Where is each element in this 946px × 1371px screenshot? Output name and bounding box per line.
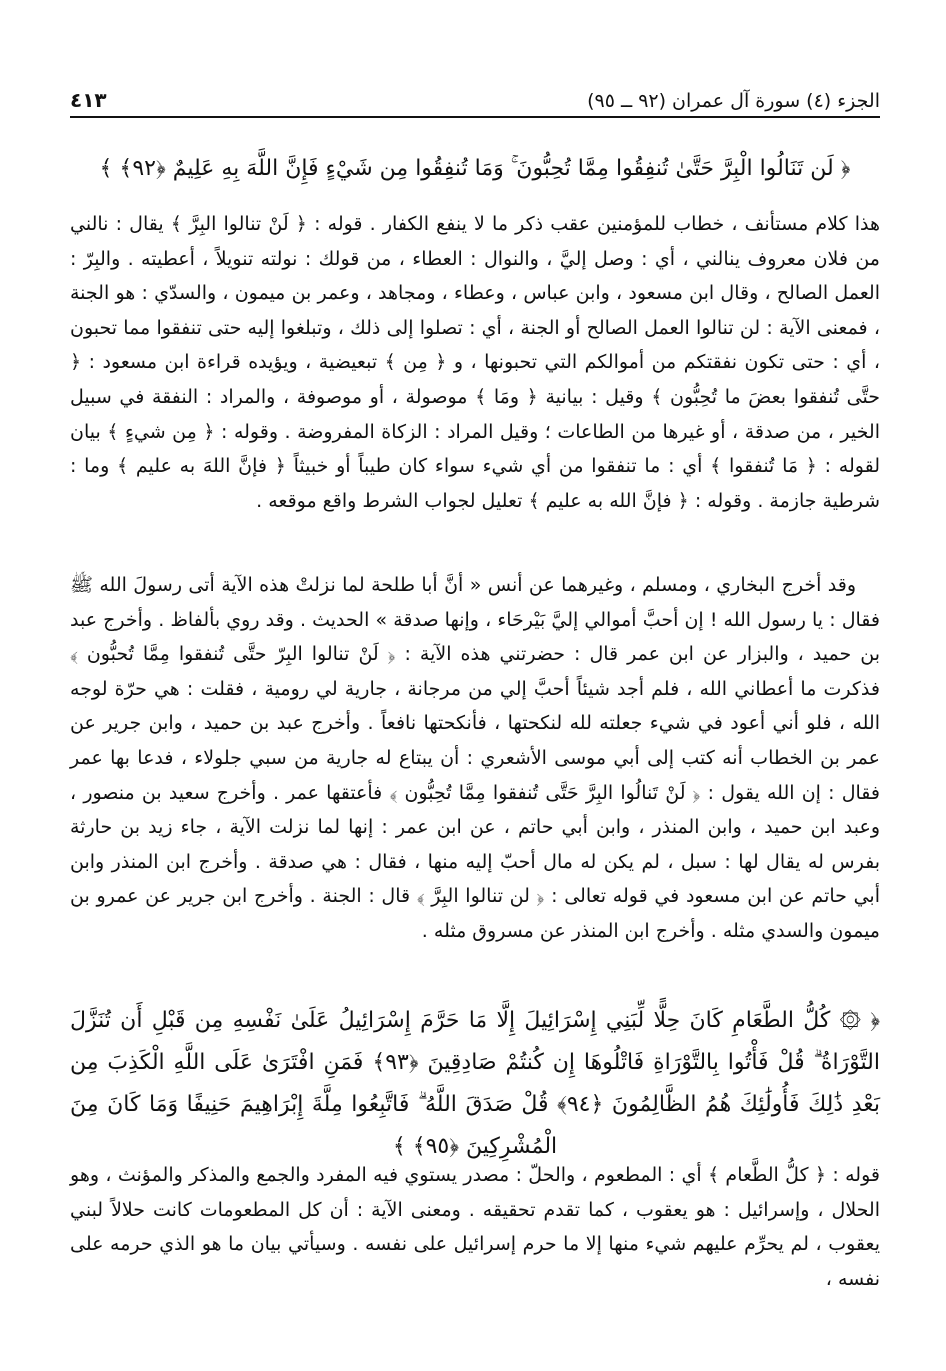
commentary-text: قوله : ﴿ كلُّ الطَّعام ﴾ أي : المطعوم ، والحلّ : مصدر يستوي فيه المفرد والجمع والمذكر والمؤنث ، وهو الحلال ، وإسرائيل : هو يعقوب ، كما تقدم تحقيقه . ومعنى الآية : أن كل المطعومات كانت حلالاً لبني يعقوب ، لم يحرِّم عليهم شيء منها إلا ما حرم إسرائيل على نفسه . وسيأتي بيان ما هو الذي حرمه على نفسه ،: [70, 1164, 880, 1290]
page-header: [70, 88, 880, 118]
commentary-paragraph: [70, 568, 880, 949]
commentary-text: هذا كلام مستأنف ، خطاب للمؤمنين عقب ذكر ما لا ينفع الكفار . قوله : ﴿ لَنْ تنالوا البِرَّ ﴾ يقال : نالني من فلان معروف ينالني ، أي : وصل إليَّ ، والنوال : العطاء ، من قولك : نولته تنويلاً ، أعطيته . والبِرّ : العمل الصالح ، وقال ابن مسعود ، وابن عباس ، وعطاء ، ومجاهد ، وعمر بن ميمون ، والسدّي : هو الجنة ، فمعنى الآية : لن تنالوا العمل الصالح أو الجنة ، أي : تصلوا إلى ذلك ، وتبلغوا إليه حتى تنفقوا مما تحبون ، أي : حتى تكون نفقتكم من أموالكم التي تحبونها ، و ﴿ مِن ﴾ تبعيضية ، ويؤيده قراءة ابن مسعود : ﴿ حتَّى تُنفقوا بعضَ ما تُحِبُّون ﴾ وقيل : بيانية ﴿ ومَا ﴾ موصولة ، أو موصوفة ، والمراد : النفقة في سبيل الخير ، من صدقة ، أو غيرها من الطاعات ؛ وقيل المراد : الزكاة المفروضة . وقوله : ﴿ مِن شيءٍ ﴾ بيان لقوله : ﴿ مَا تُنفقوا ﴾ أي : ما تنفقوا من أي شيء سواء كان طيباً أو خبيثاً ﴿ فإنَّ اللهَ به عليم ﴾ وما : شرطية جازمة . وقوله : ﴿ فإنَّ الله به عليم ﴾ تعليل لجواب الشرط واقع موقعه .: [70, 213, 880, 512]
commentary-text: وقد أخرج البخاري ، ومسلم ، وغيرهما عن أنس « أنَّ أبا طلحة لما نزلتْ هذه الآية أتى رسولَ الله ﷺ فقال : يا رسول الله ! إن أحبَّ أموالي إليَّ بَيْرحَاء ، وإنها صدقة » الحديث . وقد روي بألفاظ . وأخرج عبد بن حميد ، والبزار عن ابن عمر قال : حضرتني هذه الآية : ﴿ لَنْ تنالوا البِرّ حتَّى تُنفقوا مِمَّا تُحبُّون ﴾ فذكرت ما أعطاني الله ، فلم أجد شيئاً أحبَّ إلي من مرجانة ، جارية لي رومية ، فقلت : هي حرّة لوجه الله ، فلو أني أعود في شيء جعلته لله لنكحتها ، فأنكحتها نافعاً . وأخرج عبد بن حميد ، وابن جرير عن عمر بن الخطاب أنه كتب إلى أبي موسى الأشعري : أن يبتاع له جارية من سبي جلولاء ، فدعا بها عمر فقال : إن الله يقول : ﴿ لَنْ تَنالُوا البِرَّ حَتَّى تُنفقوا مِمَّا تُحِبُّون ﴾ فأعتقها عمر . وأخرج سعيد بن منصور ، وعبد ابن حميد ، وابن المنذر ، وابن أبي حاتم ، عن ابن عمر : إنها لما نزلت الآية ، جاء زيد بن حارثة بفرس له يقال لها : سبل ، لم يكن له مال أحبّ إليه منها ، فقال : هي صدقة . وأخرج ابن المنذر وابن أبي حاتم عن ابن مسعود في قوله تعالى : ﴿ لن تنالوا البِرَّ ﴾ قال : الجنة . وأخرج ابن جرير عن عمرو بن ميمون والسدي مثله . وأخرج ابن المنذر عن مسروق مثله .: [70, 574, 880, 942]
running-title: الجزء (٤) سورة آل عمران (٩٢ ــ ٩٥): [587, 90, 880, 112]
quran-verses-93-95: ﴿ ۞ كُلُّ الطَّعَامِ كَانَ حِلًّا لِّبَنِي إِسْرَائِيلَ إِلَّا مَا حَرَّمَ إِسْرَائِيلُ عَلَىٰ نَفْسِهِ مِن قَبْلِ أَن تُنَزَّلَ التَّوْرَاةُ ۗ قُلْ فَأْتُوا بِالتَّوْرَاةِ فَاتْلُوهَا إِن كُنتُمْ صَادِقِينَ ﴿٩٣﴾ فَمَنِ افْتَرَىٰ عَلَى اللَّهِ الْكَذِبَ مِن بَعْدِ ذَٰلِكَ فَأُولَٰئِكَ هُمُ الظَّالِمُونَ ﴿٩٤﴾ قُلْ صَدَقَ اللَّهُ ۗ فَاتَّبِعُوا مِلَّةَ إِبْرَاهِيمَ حَنِيفًا وَمَا كَانَ مِنَ الْمُشْرِكِينَ ﴿٩٥﴾ ﴾: [70, 1008, 881, 1159]
quran-verse-92: ﴿ لَن تَنَالُوا الْبِرَّ حَتَّىٰ تُنفِقُوا مِمَّا تُحِبُّونَ ۚ وَمَا تُنفِقُوا مِن شَيْءٍ فَإِنَّ اللَّهَ بِهِ عَلِيمٌ ﴿٩٢﴾ ﴾: [99, 156, 851, 181]
commentary-paragraph: [70, 207, 880, 518]
commentary-paragraph: [70, 1158, 880, 1296]
page-number: ٤١٣: [70, 88, 107, 112]
